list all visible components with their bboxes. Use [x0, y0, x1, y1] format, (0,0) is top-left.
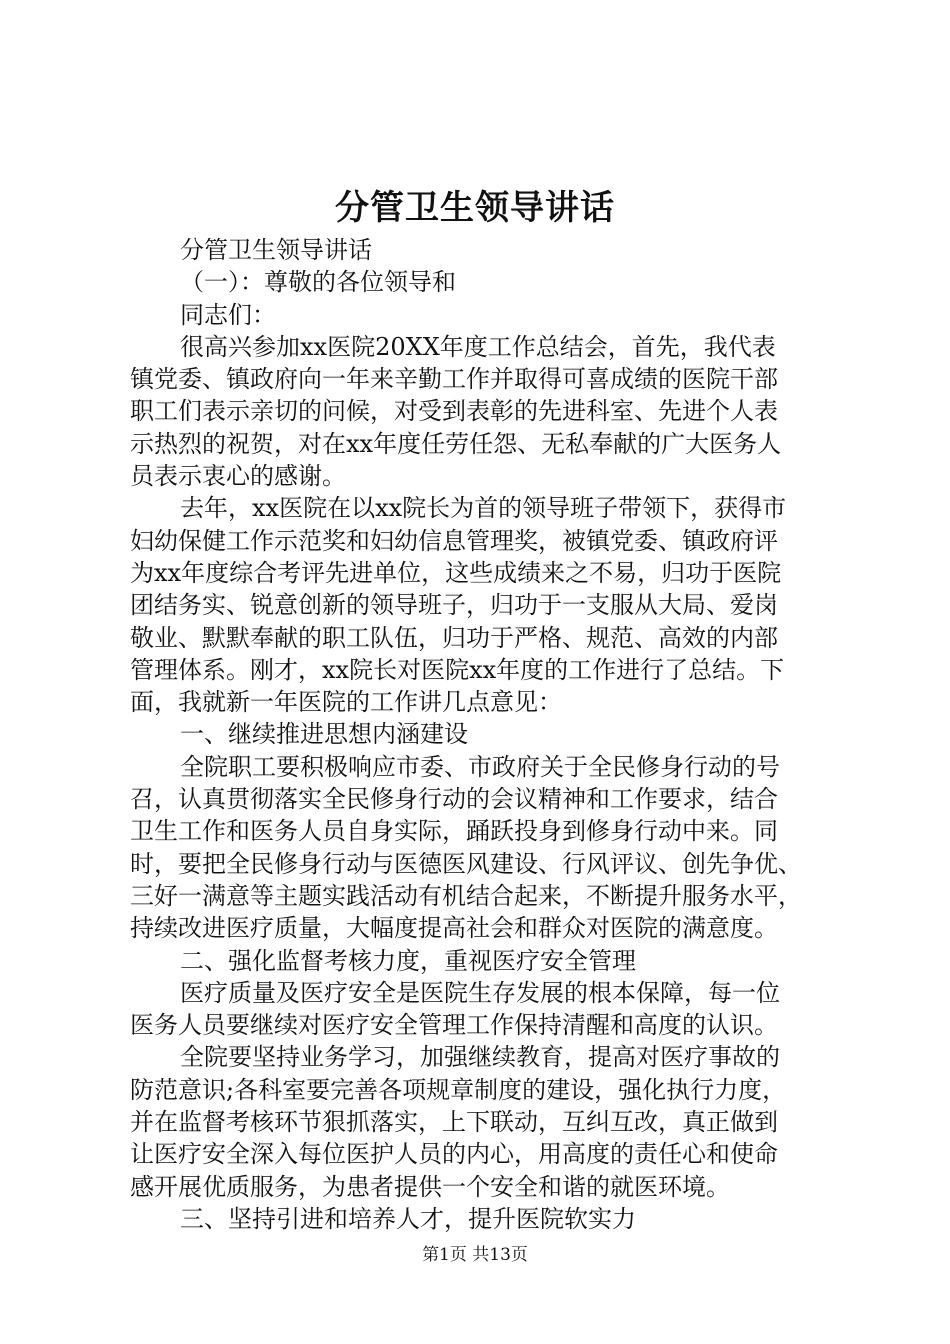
- text-line: 让医疗安全深入每位医护人员的内心，用高度的责任心和使命: [130, 1140, 778, 1169]
- text-line: 卫生工作和医务人员自身实际，踊跃投身到修身行动中来。同: [130, 817, 778, 846]
- text-line: 召，认真贯彻落实全民修身行动的会议精神和工作要求，结合: [130, 785, 778, 814]
- text-line: 持续改进医疗质量，大幅度提高社会和群众对医院的满意度。: [130, 914, 778, 943]
- text-line: 团结务实、锐意创新的领导班子，归功于一支服从大局、爱岗: [130, 591, 778, 620]
- text-line: 医务人员要继续对医疗安全管理工作保持清醒和高度的认识。: [130, 1011, 778, 1040]
- text-line: 员表示衷心的感谢。: [130, 462, 346, 491]
- document-body: [130, 234, 834, 1235]
- text-line: 去年，xx医院在以xx院长为首的领导班子带领下，获得市: [180, 494, 787, 523]
- text-line: 三、坚持引进和培养人才，提升医院软实力: [180, 1204, 636, 1233]
- text-line: （一）：尊敬的各位领导和: [180, 268, 456, 297]
- text-line: 敬业、默默奉献的职工队伍，归功于严格、规范、高效的内部: [130, 623, 778, 652]
- document-title: 分管卫生领导讲话: [335, 188, 615, 228]
- text-line: 为xx年度综合考评先进单位，这些成绩来之不易，归功于医院: [130, 558, 782, 587]
- page-footer: 第1页 共13页: [422, 1245, 528, 1265]
- text-line: 很高兴参加xx医院20XX年度工作总结会，首先，我代表: [180, 332, 776, 361]
- text-line: 并在监督考核环节狠抓落实，上下联动，互纠互改，真正做到: [130, 1108, 778, 1137]
- text-line: 全院职工要积极响应市委、市政府关于全民修身行动的号: [180, 752, 780, 781]
- text-line: 三好一满意等主题实践活动有机结合起来，不断提升服务水平，: [130, 881, 802, 910]
- text-line: 医疗质量及医疗安全是医院生存发展的根本保障，每一位: [180, 978, 780, 1007]
- text-line: 感开展优质服务，为患者提供一个安全和谐的就医环境。: [130, 1172, 730, 1201]
- text-line: 分管卫生领导讲话: [180, 236, 372, 264]
- text-line: 管理体系。刚才，xx院长对医院xx年度的工作进行了总结。下: [130, 655, 785, 684]
- text-line: 二、强化监督考核力度，重视医疗安全管理: [180, 946, 636, 975]
- text-line: 面，我就新一年医院的工作讲几点意见：: [130, 688, 562, 717]
- text-line: 一、继续推进思想内涵建设: [180, 720, 468, 749]
- text-line: 示热烈的祝贺，对在xx年度任劳任怨、无私奉献的广大医务人: [130, 429, 782, 458]
- text-line: 职工们表示亲切的问候，对受到表彰的先进科室、先进个人表: [130, 397, 778, 426]
- text-line: 妇幼保健工作示范奖和妇幼信息管理奖，被镇党委、镇政府评: [130, 526, 778, 555]
- text-line: 镇党委、镇政府向一年来辛勤工作并取得可喜成绩的医院干部: [130, 365, 778, 394]
- text-line: 防范意识;各科室要完善各项规章制度的建设，强化执行力度，: [130, 1075, 787, 1104]
- text-line: 同志们：: [180, 300, 276, 329]
- text-line: 时，要把全民修身行动与医德医风建设、行风评议、创先争优、: [130, 849, 802, 878]
- text-line: 全院要坚持业务学习，加强继续教育，提高对医疗事故的: [180, 1043, 780, 1072]
